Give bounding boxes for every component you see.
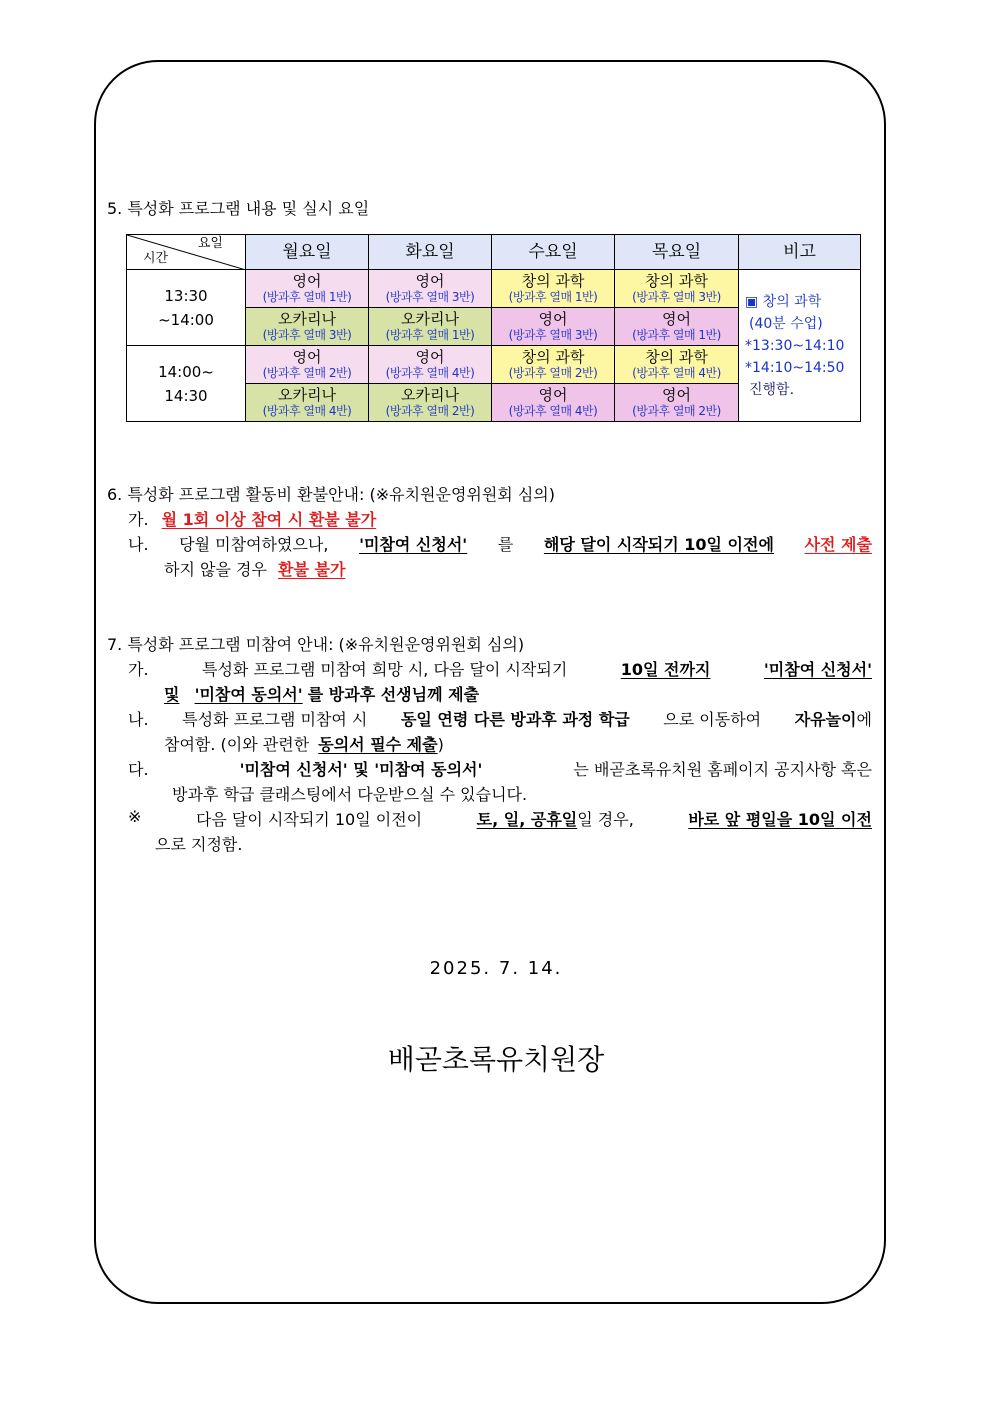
text-segment: '미참여 동의서' [194, 685, 303, 704]
item-marker: 가. [128, 510, 149, 529]
cell-class: (방과후 열매 2반) [508, 365, 598, 380]
header-mon: 월요일 [246, 235, 369, 270]
cell-subject: 창의 과학 [521, 271, 585, 290]
corner-day-label: 요일 [197, 236, 223, 251]
document-date: 2025. 7. 14. [429, 958, 563, 979]
note-line: 진행함. [749, 381, 795, 398]
table-cell [492, 384, 615, 422]
text-segment: 다음 달이 시작되기 10일 이전이 [195, 810, 423, 829]
text-segment: 특성화 프로그램 미참여 시 [182, 710, 368, 729]
cell-subject: 오카리나 [278, 309, 336, 328]
section-6-title: 6. 특성화 프로그램 활동비 환불안내: (※유치원운영위원회 심의) [107, 485, 556, 504]
time-slot-2-label: 14:00~ 14:30 [158, 362, 214, 405]
section-7-item-na [128, 707, 872, 730]
section-7-item-na-cont [164, 732, 444, 755]
table-cell [369, 384, 492, 422]
section-7-item-da-cont [172, 782, 527, 805]
item-marker: ※ [128, 807, 142, 826]
table-cell [246, 346, 369, 384]
cell-subject: 영어 [415, 271, 445, 290]
note-line: *13:30~14:10 [745, 337, 845, 354]
cell-class: (방과후 열매 4반) [385, 365, 475, 380]
section-7-item-ga-cont [164, 682, 479, 705]
item-marker: 나. [128, 710, 149, 729]
section-7-item-ga [128, 657, 872, 680]
section-6-item-ga [128, 507, 376, 530]
table-cell [246, 384, 369, 422]
text-segment: 에 [856, 710, 872, 729]
refund-rule-text: 월 1회 이상 참여 시 환불 불가 [161, 510, 377, 529]
cell-class: (방과후 열매 4반) [508, 403, 598, 418]
table-cell [369, 346, 492, 384]
text-segment: 해당 달이 시작되기 10일 이전에 [543, 535, 774, 554]
cell-subject: 영어 [415, 347, 445, 366]
header-tue: 화요일 [369, 235, 492, 270]
cell-class: (방과후 열매 2반) [632, 403, 721, 418]
cell-subject: 창의 과학 [645, 347, 708, 366]
cell-subject: 영어 [292, 271, 322, 290]
table-cell [492, 346, 615, 384]
item-marker: 가. [128, 660, 149, 679]
cell-class: (방과후 열매 1반) [508, 289, 598, 304]
text-segment: 참여함. (이와 관련한 [164, 735, 310, 754]
text-segment: 토, 일, 공휴일 [476, 810, 578, 829]
cell-subject: 영어 [662, 309, 691, 328]
signature: 배곧초록유치원장 [387, 1043, 605, 1076]
item-marker: 나. [128, 535, 149, 554]
section-7-note-cont [155, 832, 242, 855]
note-line: *14:10~14:50 [745, 359, 845, 376]
table-cell [369, 270, 492, 308]
text-segment: '미참여 신청서' [763, 660, 872, 679]
cell-class: (방과후 열매 3반) [262, 327, 352, 342]
cell-class: (방과후 열매 1반) [385, 327, 475, 342]
table-cell [615, 308, 739, 346]
cell-class: (방과후 열매 4반) [632, 365, 721, 380]
section-7-title: 7. 특성화 프로그램 미참여 안내: (※유치원운영위원회 심의) [107, 635, 525, 654]
header-wed: 수요일 [492, 235, 615, 270]
table-cell [615, 346, 739, 384]
note-line: (40분 수업) [749, 315, 823, 332]
cell-class: (방과후 열매 1반) [632, 327, 721, 342]
table-cell [615, 384, 739, 422]
text-segment: '미참여 신청서' 및 '미참여 동의서' [239, 760, 483, 779]
text-segment: 는 배곧초록유치원 홈페이지 공지사항 혹은 [573, 760, 872, 779]
header-thu: 목요일 [615, 235, 739, 270]
table-corner [127, 235, 246, 270]
section-6-item-na-cont [164, 557, 345, 580]
cell-subject: 영어 [538, 309, 568, 328]
section-5-title: 5. 특성화 프로그램 내용 및 실시 요일 [107, 199, 370, 218]
cell-subject: 오카리나 [401, 309, 459, 328]
corner-time-label: 시간 [143, 251, 169, 266]
text-segment: 및 [164, 685, 180, 704]
table-cell [369, 308, 492, 346]
section-7-note [128, 807, 872, 830]
cell-subject: 창의 과학 [521, 347, 585, 366]
cell-class: (방과후 열매 2반) [385, 403, 475, 418]
text-segment: 일 경우, [577, 810, 634, 829]
text-segment: ) [437, 735, 444, 754]
table-cell [246, 308, 369, 346]
cell-class: (방과후 열매 3반) [385, 289, 475, 304]
text-segment: 환불 불가 [278, 560, 346, 579]
text-segment: '미참여 신청서' [359, 535, 468, 554]
text-segment: 방과후 학급 클래스팅에서 다운받으실 수 있습니다. [172, 785, 528, 804]
cell-class: (방과후 열매 3반) [508, 327, 598, 342]
cell-subject: 영어 [292, 347, 322, 366]
text-segment: 동일 연령 다른 방과후 과정 학급 [400, 710, 630, 729]
item-marker: 다. [128, 760, 149, 779]
table-cell [492, 308, 615, 346]
text-segment: 를 방과후 선생님께 제출 [307, 685, 480, 704]
header-note: 비고 [739, 235, 861, 270]
text-segment: 를 [497, 535, 514, 554]
cell-subject: 영어 [662, 385, 691, 404]
table-cell [615, 270, 739, 308]
time-slot-2 [127, 346, 246, 422]
text-segment: 으로 이동하여 [663, 710, 762, 729]
note-line: ▣ 창의 과학 [745, 293, 822, 310]
table-cell [492, 270, 615, 308]
text-segment: 10일 전까지 [620, 660, 711, 679]
text-segment: 으로 지정함. [155, 835, 243, 854]
cell-subject: 오카리나 [401, 385, 459, 404]
text-segment: 사전 제출 [804, 535, 872, 554]
cell-class: (방과후 열매 2반) [262, 365, 352, 380]
time-slot-1 [127, 270, 246, 346]
time-slot-1-label: 13:30 ~14:00 [158, 286, 214, 329]
text-segment: 당월 미참여하였으나, [179, 535, 329, 554]
cell-subject: 창의 과학 [645, 271, 708, 290]
cell-subject: 영어 [538, 385, 568, 404]
table-cell [246, 270, 369, 308]
schedule-table [126, 234, 861, 422]
section-6-item-na [128, 532, 872, 555]
cell-class: (방과후 열매 3반) [632, 289, 721, 304]
text-segment: 하지 않을 경우 [164, 560, 267, 579]
cell-class: (방과후 열매 4반) [262, 403, 352, 418]
text-segment: 특성화 프로그램 미참여 희망 시, 다음 달이 시작되기 [202, 660, 568, 679]
cell-class: (방과후 열매 1반) [262, 289, 352, 304]
cell-subject: 오카리나 [278, 385, 336, 404]
text-segment: 자유놀이 [794, 710, 857, 729]
note-cell [739, 270, 861, 422]
text-segment: 동의서 필수 제출 [318, 735, 438, 754]
section-7-item-da [128, 757, 872, 780]
text-segment: 바로 앞 평일을 10일 이전 [688, 810, 872, 829]
